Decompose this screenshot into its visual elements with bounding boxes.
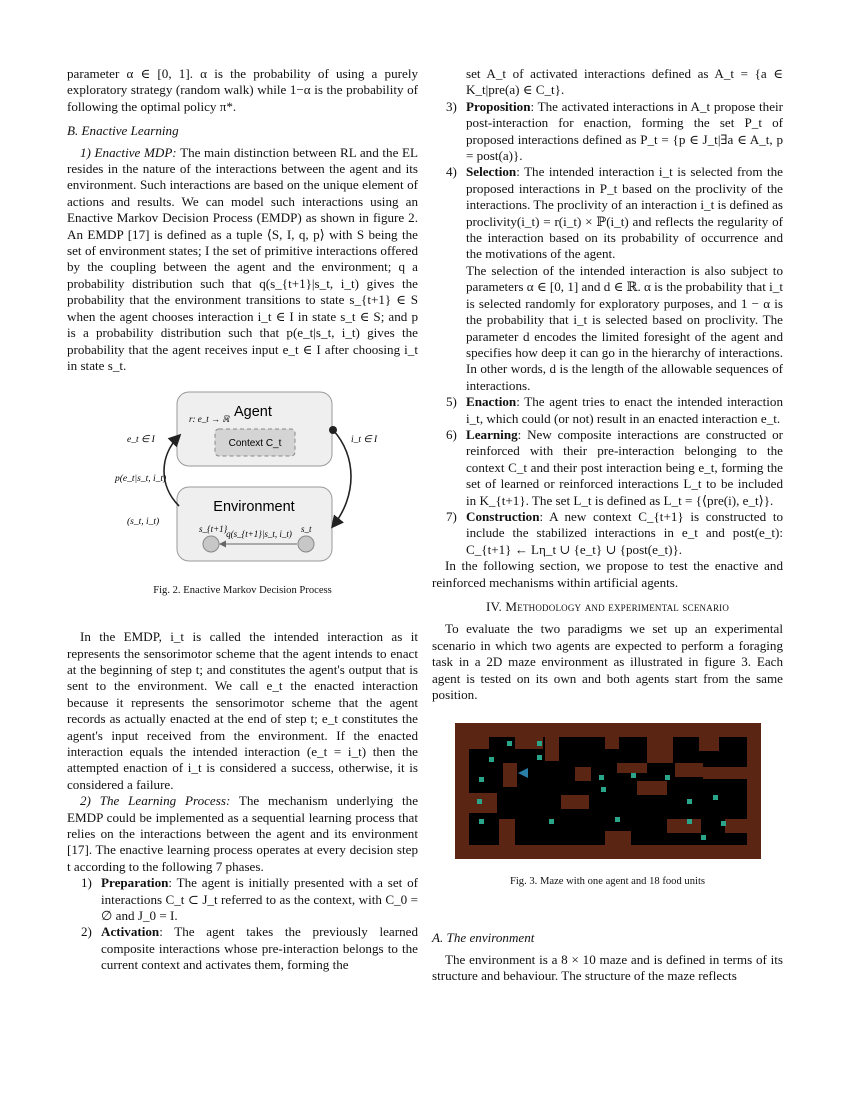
maze-inner-wall	[703, 767, 747, 779]
subsection-learning-heading: 2) The Learning Process:	[80, 793, 231, 809]
subsection-emdp-heading: 1) Enactive MDP:	[80, 144, 177, 160]
maze-inner-wall	[561, 795, 589, 809]
intended-label: i_t ∈ I	[351, 435, 378, 446]
list-item	[432, 394, 783, 427]
figure-3	[455, 723, 761, 863]
list-item-number: 2)	[81, 924, 92, 940]
maze-inner-wall	[469, 737, 489, 749]
maze-inner-wall	[605, 737, 619, 749]
selection-extra: The selection of the intended interaction is also subject to parameters α ∈ [0, 1] and d ∈ ℝ. α is the probability that i_t is selected randomly for exploratory purposes, and 1 − α is the probability that i_t is selected based on proclivity. The parameter d encodes the limited foresight of the agent and specifies how deep it can go in the hierarchy of interactions. In other words, d is the length of the allowable sequences of interactions.	[466, 262, 783, 393]
food-unit	[537, 741, 542, 746]
list-item-term: Enaction	[466, 394, 517, 410]
figure-3-caption: Fig. 3. Maze with one agent and 18 food units	[509, 875, 706, 887]
list-item-term: Preparation	[101, 875, 169, 891]
food-unit	[687, 799, 692, 804]
food-unit	[477, 799, 482, 804]
learning-process-body: The mechanism underlying the EMDP could be implemented as a sequential learning process that relies on the interactions between the agent and its environment [17]. The enactive learning process operates at every decision step t according to the following 7 phases.	[67, 793, 418, 874]
paragraph-emdp	[67, 145, 418, 375]
maze-inner-wall	[667, 819, 701, 833]
paragraph-following: In the following section, we propose to test the enactive and reinforced mechanisms within artificial agents.	[432, 558, 783, 590]
list-item-number: 5)	[446, 394, 457, 410]
food-unit	[665, 775, 670, 780]
section-a-heading: A. The environment	[432, 930, 535, 946]
food-unit	[537, 755, 542, 760]
list-item	[432, 427, 783, 509]
food-unit	[479, 819, 484, 824]
list-item-text: : The intended interaction i_t is selected from the proposed interactions in P_t based on the proclivity of the interactions. The proclivity of an interaction i_t is defined as proclivity(i_t) = r(i_t) × ℙ(i_t) and reflects the regularity of the interaction based on its probability of occurrence and the motivations of the agent.	[466, 164, 783, 262]
food-unit	[615, 817, 620, 822]
list-item-text: : The agent tries to enact the intended interaction i_t, which could (or not) result in an enacted interaction e_t.	[466, 394, 783, 426]
list-item-term: Selection	[466, 164, 517, 180]
maze-inner-wall	[545, 737, 559, 761]
food-unit	[549, 819, 554, 824]
figure-2-caption: Fig. 2. Enactive Markov Decision Process	[153, 584, 332, 596]
section-4-title: IV. Methodology and experimental scenario	[485, 599, 730, 614]
list-item	[67, 924, 418, 973]
maze-inner-wall	[637, 781, 667, 795]
list-item-term: Construction	[466, 508, 540, 524]
list-item-number: 1)	[81, 875, 92, 891]
maze-inner-wall	[605, 831, 631, 845]
maze-inner-wall	[647, 737, 673, 763]
maze-inner-wall	[675, 763, 703, 777]
food-unit	[479, 777, 484, 782]
list-item-number: 4)	[446, 164, 457, 180]
list-item	[432, 509, 783, 558]
food-unit	[701, 835, 706, 840]
maze-inner-wall	[725, 819, 747, 833]
right-column	[432, 66, 783, 984]
paragraph-alpha: parameter α ∈ [0, 1]. α is the probability of using a purely exploratory strategy (random walk) while 1−α is the probability of following the optimal policy π*.	[67, 66, 418, 114]
maze-inner-wall	[469, 793, 497, 813]
list-item-term: Proposition	[466, 98, 531, 114]
maze-inner-wall	[499, 819, 515, 845]
left-column	[67, 66, 418, 974]
list-item-number: 6)	[446, 426, 457, 442]
agent-label: Agent	[234, 404, 272, 421]
activation-continuation: set A_t of activated interactions defined as A_t = {a ∈ K_t|pre(a) ∈ C_t}.	[466, 66, 783, 98]
list-item-text: : New composite interactions are constructed or reinforced with their pre-interaction belonging to the context C_t and their post interaction being e_t, forming the set of learned or reinforced interactions L_t to be included in K_{t+1}. The set L_t is defined as L_t = {⟨pre(i), e_t⟩}.	[466, 426, 783, 508]
maze-inner-wall	[617, 763, 647, 773]
enacted-label: e_t ∈ I	[127, 435, 155, 446]
observation-prob-label: p(e_t|s_t, i_t)	[115, 474, 167, 485]
figure-2	[67, 386, 418, 599]
emdp-body: The main distinction between RL and the EL resides in the nature of the interactions between the agent and its environment. Such interactions are based on the unique element of actions and results. We can model such interactions using an Enactive Markov Decision Process (EMDP) as shown in figure 2. An EMDP [17] is defined as a tuple ⟨S, I, q, p⟩ with S being the set of environment states; I the set of primitive interactions offered by the coupling between the agent and the environment; q a probability distribution such that q(s_{t+1}|s_t, i_t) gives the probability that the environment transitions to state s_{t+1} ∈ S when the agent chooses interaction i_t ∈ I in state s_t ∈ S; and p is a probability distribution such that p(e_t|s_t, i_t) gives the probability that the agent receives input e_t ∈ I after choosing i_t in state s_t.	[67, 144, 419, 373]
list-item-term: Learning	[466, 426, 518, 442]
list-item	[432, 99, 783, 165]
emdp-diagram	[67, 386, 418, 572]
paragraph-environment: The environment is a 8 × 10 maze and is defined in terms of its structure and behaviour. The structure of the maze reflects	[432, 951, 783, 984]
state-current-label: s_t	[301, 524, 312, 535]
list-item	[432, 164, 783, 394]
food-unit	[713, 795, 718, 800]
food-unit	[507, 741, 512, 746]
state-next-label: s_{t+1}	[199, 524, 228, 535]
food-unit	[489, 757, 494, 762]
maze-figure	[455, 723, 761, 859]
phase-list-right	[432, 99, 783, 558]
list-item-text: : A new context C_{t+1} is constructed to include the stabilized interactions in e_t and post(e_t): C_{t+1} ← Lη_t ∪ {e_t} ∪ {post(e_t)}.	[466, 508, 783, 557]
maze-inner-wall	[699, 737, 719, 751]
paragraph-evaluation: To evaluate the two paradigms we set up an experimental scenario in which two agents are expected to perform a foraging task in a 2D maze environment as illustrated in figure 3. Each agent is tested on its own and both agents start from the same position.	[432, 621, 783, 703]
food-unit	[601, 787, 606, 792]
maze-inner-wall	[503, 763, 517, 787]
paragraph-intended: In the EMDP, i_t is called the intended interaction as it represents the sensorimotor scheme that the agent intends to enact at the beginning of step t; and constitutes the agent's output that is sent to the environment. We call e_t the enacted interaction because it represents the sensorimotor scheme that the agent records as actually enacted at the end of step t; e_t constitutes the agent's input received from the environment. If the enacted interaction equals the intended interaction (e_t = i_t) then the attempted enaction of i_t is considered a success, otherwise, it is considered a failure.	[67, 629, 418, 792]
paragraph-learning-process	[67, 793, 418, 875]
food-unit	[687, 819, 692, 824]
context-label: Context C_t	[228, 438, 282, 450]
environment-label: Environment	[213, 499, 295, 516]
food-unit	[721, 821, 726, 826]
list-item-number: 3)	[446, 98, 457, 114]
maze-inner-wall	[575, 767, 591, 781]
list-item-text: : The agent is initially presented with a set of interactions C_t ⊂ J_t referred to as the context, with C_0 = ∅ and J_0 = I.	[101, 875, 418, 924]
list-item-text: : The agent takes the previously learned composite interactions whose pre-interaction belongs to the current context and activates them, forming the	[101, 924, 418, 973]
food-unit	[631, 773, 636, 778]
phase-list-left	[67, 875, 418, 973]
reward-label: r: e_t → ℝ	[189, 414, 230, 425]
list-item	[67, 875, 418, 924]
section-b-heading: B. Enactive Learning	[67, 123, 179, 139]
list-item-number: 7)	[446, 508, 457, 524]
list-item-text: : The activated interactions in A_t propose their post-interaction for enaction, forming the set P_t of proposed interactions defined as P_t = {p ∈ J_t|∃a ∈ A_t, p = post(a)}.	[466, 98, 783, 164]
state-interaction-label: (s_t, i_t)	[127, 517, 160, 528]
food-unit	[599, 775, 604, 780]
list-item-term: Activation	[101, 924, 160, 940]
transition-label: q(s_{t+1}|s_t, i_t)	[226, 529, 292, 540]
